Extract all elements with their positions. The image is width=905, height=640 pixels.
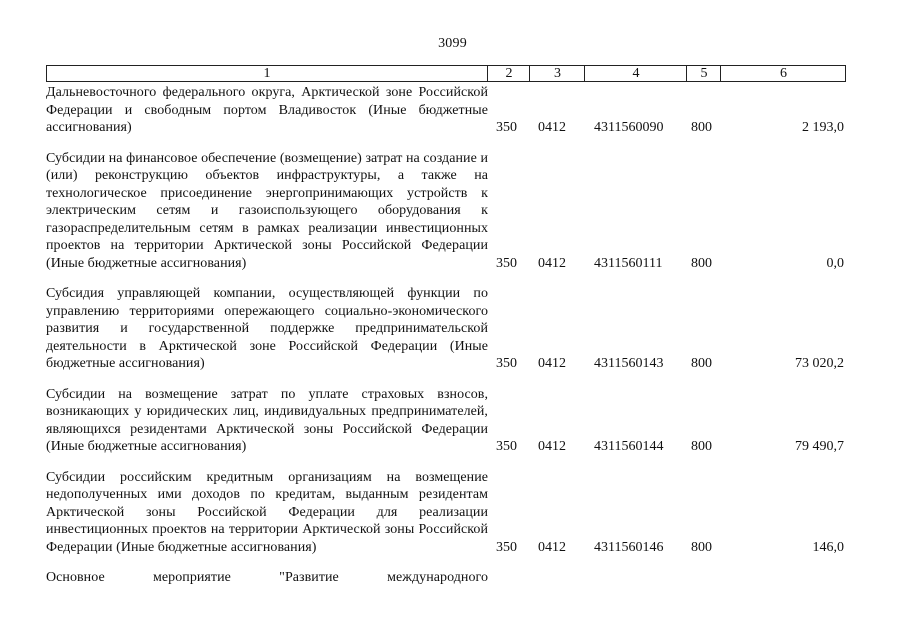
- row-col-2: 350: [496, 439, 517, 454]
- header-col-1: 1: [263, 66, 271, 81]
- row-col-3: 0412: [538, 439, 566, 454]
- row-col-5: 800: [691, 439, 712, 454]
- row-col-4: 4311560146: [594, 539, 664, 555]
- table-header: [46, 65, 846, 82]
- row-col-4: 4311560111: [594, 255, 663, 271]
- table-row: [46, 285, 846, 373]
- row-col-3: 0412: [538, 356, 566, 371]
- header-col-6: 6: [720, 66, 846, 81]
- row-col-5: 800: [691, 120, 712, 135]
- row-description: Субсидии на финансовое обеспечение (возмещение) затрат на создание и (или) реконструкцию объектов инфраструктуры, а также на технологическое присоединение энергопринимающих устройств к электрическим сетям и газоиспользующего оборудования к газораспределительным сетям в рамках реализации инвестиционных проектов на территории Арктической зоны Российской Федерации (Иные бюджетные ассигнования): [46, 150, 488, 271]
- header-col-4: 4: [584, 66, 687, 81]
- row-col-4: 4311560144: [594, 439, 664, 454]
- row-col-2: 350: [496, 539, 517, 555]
- row-col-3: 0412: [538, 255, 566, 271]
- header-col-2: 2: [487, 66, 530, 81]
- row-col-6: 2 193,0: [802, 120, 844, 135]
- row-col-4: 4311560090: [594, 120, 664, 135]
- row-col-5: 800: [691, 255, 712, 271]
- row-col-2: 350: [496, 120, 517, 135]
- header-col-5: 5: [686, 66, 721, 81]
- row-description: Основное мероприятие "Развитие международного: [46, 570, 488, 585]
- row-col-5: 800: [691, 539, 712, 555]
- row-col-6: 79 490,7: [795, 439, 844, 454]
- page-number: 3099: [438, 36, 467, 51]
- row-col-2: 350: [496, 356, 517, 371]
- row-col-6: 0,0: [826, 255, 844, 271]
- row-description: Субсидии на возмещение затрат по уплате страховых взносов, возникающих у юридических лиц, индивидуальных предпринимателей, являющихся резидентами Арктической зоны Российской Федерации (Иные бюджетные ассигнования): [46, 386, 488, 454]
- row-col-3: 0412: [538, 120, 566, 135]
- table-row: [46, 84, 846, 137]
- row-description: Субсидии российским кредитным организациям на возмещение недополученных ими доходов по кредитам, выданным резидентам Арктической зоны Российской Федерации для реализации инвестиционных проектов на территории Арктической зоны Российской Федерации (Иные бюджетные ассигнования): [46, 469, 488, 555]
- row-description: Дальневосточного федерального округа, Арктической зоне Российской Федерации и свободным портом Владивосток (Иные бюджетные ассигнования): [46, 85, 488, 135]
- row-col-2: 350: [496, 255, 517, 271]
- row-col-3: 0412: [538, 539, 566, 555]
- table-row: [46, 150, 846, 273]
- row-col-4: 4311560143: [594, 356, 664, 371]
- row-col-5: 800: [691, 356, 712, 371]
- row-description: Субсидия управляющей компании, осуществляющей функции по управлению территориями опережающего социально-экономического развития и государственной поддержке предпринимательской деятельности в Арктической зоне Российской Федерации (Иные бюджетные ассигнования): [46, 286, 488, 371]
- row-col-6: 146,0: [812, 539, 844, 555]
- row-col-6: 73 020,2: [795, 356, 844, 371]
- table-row: [46, 386, 846, 456]
- table-row: [46, 469, 846, 557]
- budget-table-body: [46, 84, 846, 600]
- table-row: [46, 569, 846, 587]
- header-col-3: 3: [529, 66, 585, 81]
